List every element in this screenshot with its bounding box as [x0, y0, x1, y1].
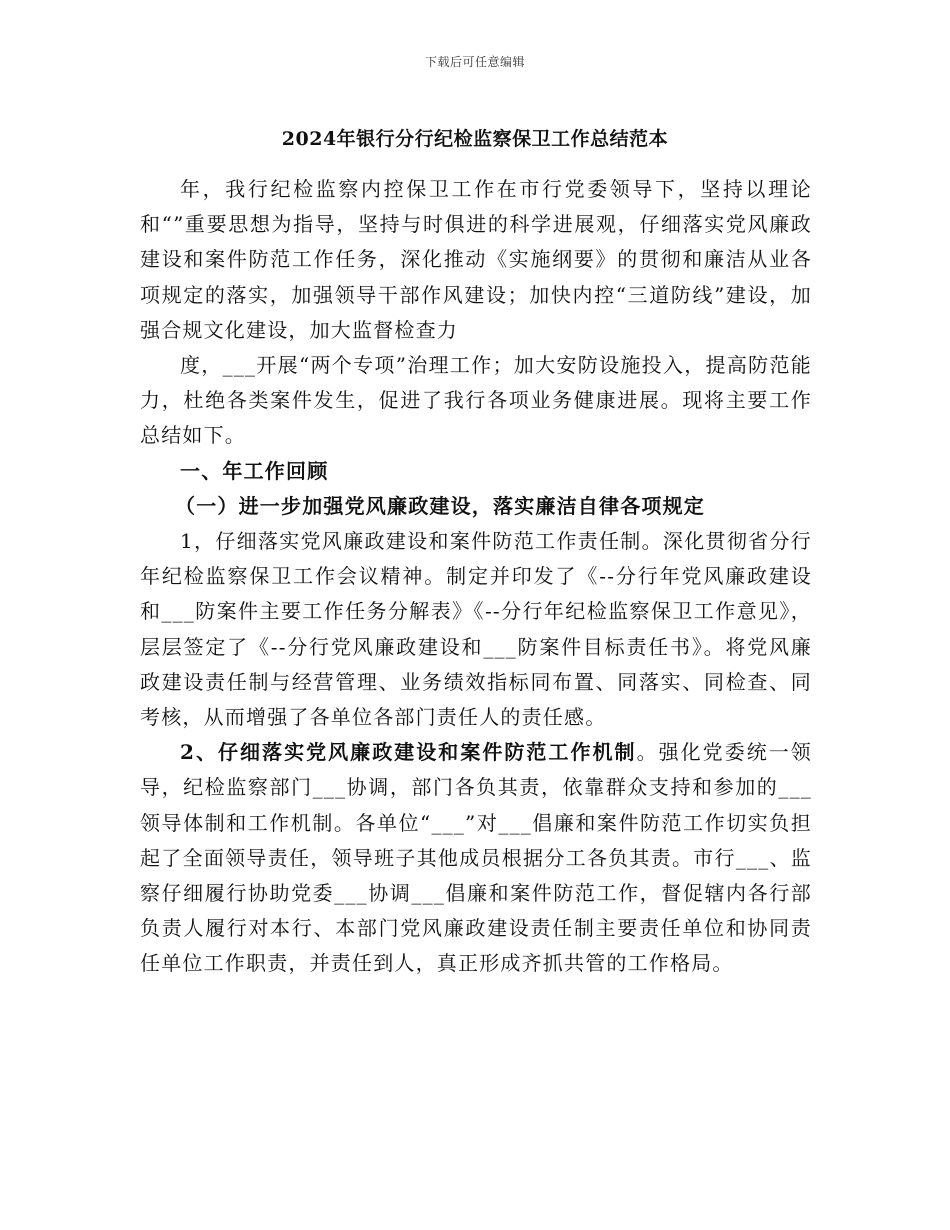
paragraph-item-1: 1，仔细落实党风廉政建设和案件防范工作责任制。深化贯彻省分行年纪检监察保卫工作会议精神。制定并印发了《--分行年党风廉政建设和___防案件主要工作任务分解表》《--分行年纪检监察保卫工作意见》，层层签定了《--分行党风廉政建设和___防案件目标责任书》。将党风廉政建设责任制与经营管理、业务绩效指标同布置、同落实、同检查、同考核，从而增强了各单位各部门责任人的责任感。	[140, 529, 812, 730]
paragraph-intro: 年，我行纪检监察内控保卫工作在市行党委领导下，坚持以理论和“”重要思想为指导，坚持与时俱进的科学进展观，仔细落实党风廉政建设和案件防范工作任务，深化推动《实施纲要》的贯彻和廉洁从业各项规定的落实，加强领导干部作风建设；加快内控“三道防线”建设，加强合规文化建设，加大监督检查力	[140, 177, 812, 342]
paragraph-intro-continued: 度，___开展“两个专项”治理工作；加大安防设施投入，提高防范能力，杜绝各类案件发生，促进了我行各项业务健康进展。现将主要工作总结如下。	[140, 353, 812, 448]
document-body	[140, 172, 812, 982]
paragraph-item-2	[140, 735, 812, 981]
section-heading: 一、年工作回顾	[180, 458, 329, 483]
document-title: 2024年银行分行纪检监察保卫工作总结范本	[281, 128, 669, 150]
paragraph-item-2-lead: 2、仔细落实党风廉政建设和案件防范工作机制	[180, 740, 637, 765]
paragraph-item-2-text: 。强化党委统一领导，纪检监察部门___协调，部门各负其责，依靠群众支持和参加的___领导体制和工作机制。各单位“___”对___倡廉和案件防范工作切实负担起了全面领导责任，领导班子其他成员根据分工各负其责。市行___、监察仔细履行协助党委___协调___倡廉和案件防范工作，督促辖内各行部负责人履行对本行、本部门党风廉政建设责任制主要责任单位和协同责任单位工作职责，并责任到人，真正形成齐抓共管的工作格局。	[140, 740, 812, 976]
subsection-heading: （一）进一步加强党风廉政建设，落实廉洁自律各项规定	[175, 493, 705, 518]
header-note: 下载后可任意编辑	[424, 55, 525, 69]
